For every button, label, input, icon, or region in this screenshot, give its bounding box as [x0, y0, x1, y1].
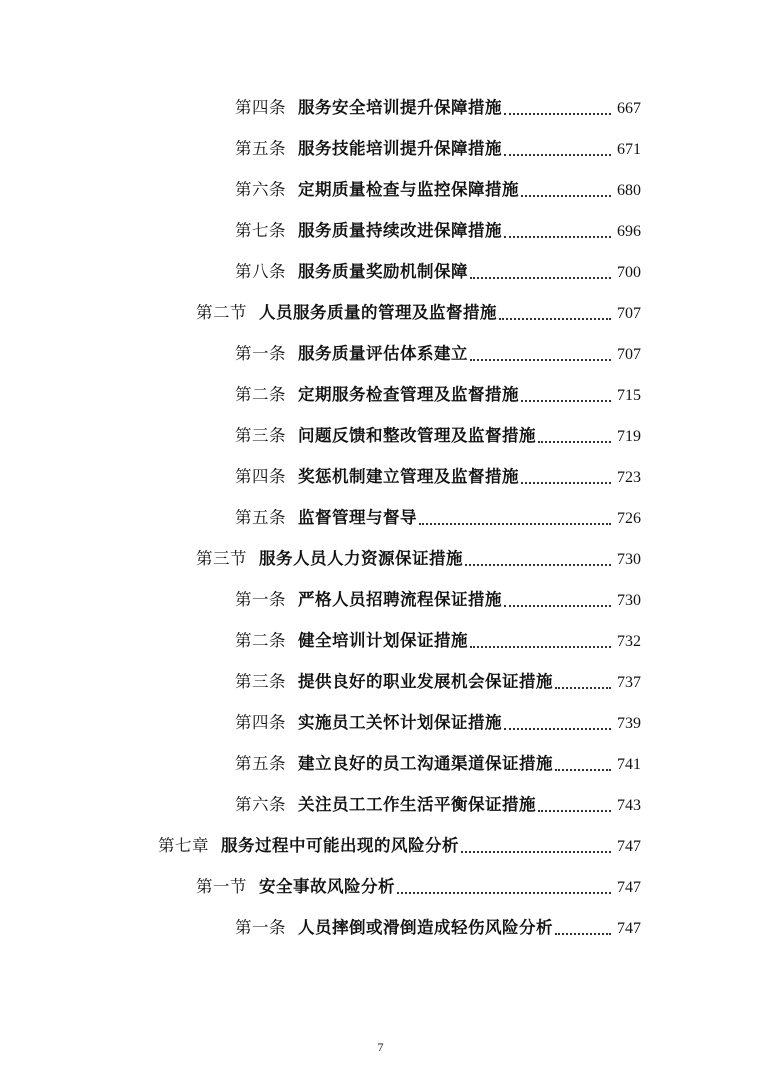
toc-entry-title: 提供良好的职业发展机会保证措施 — [298, 672, 553, 692]
toc-entry-label: 第五条 — [235, 754, 286, 774]
toc-entry[interactable] — [0, 867, 761, 908]
toc-entry-page: 739 — [617, 714, 641, 732]
toc-entry-label: 第二条 — [235, 385, 286, 405]
toc-entry-page: 737 — [617, 673, 641, 691]
toc-dot-leader — [470, 358, 611, 361]
toc-entry[interactable] — [0, 293, 761, 334]
toc-entry-label: 第六条 — [235, 795, 286, 815]
toc-dot-leader — [504, 153, 611, 156]
toc-entry-label: 第三节 — [196, 549, 247, 569]
toc-entry-title: 奖惩机制建立管理及监督措施 — [298, 467, 519, 487]
toc-entry-page: 747 — [617, 837, 641, 855]
toc-entry-label: 第三条 — [235, 426, 286, 446]
toc-entry[interactable] — [0, 88, 761, 129]
toc-entry-label: 第三条 — [235, 672, 286, 692]
toc-dot-leader — [499, 317, 611, 320]
toc-entry-page: 707 — [617, 304, 641, 322]
toc-entry-page: 730 — [617, 591, 641, 609]
toc-entry-page: 741 — [617, 755, 641, 773]
toc-entry-label: 第四条 — [235, 713, 286, 733]
toc-entry[interactable] — [0, 703, 761, 744]
toc-entry-page: 747 — [617, 878, 641, 896]
toc-entry[interactable] — [0, 826, 761, 867]
toc-entry-page: 719 — [617, 427, 641, 445]
toc-entry-title: 监督管理与督导 — [298, 508, 417, 528]
toc-dot-leader — [555, 768, 611, 771]
toc-entry-page: 696 — [617, 222, 641, 240]
toc-entry-page: 707 — [617, 345, 641, 363]
page-number: 7 — [377, 1040, 384, 1054]
toc-dot-leader — [419, 522, 611, 525]
toc-entry-title: 实施员工关怀计划保证措施 — [298, 713, 502, 733]
toc-entry[interactable] — [0, 211, 761, 252]
toc-entry-label: 第一节 — [196, 877, 247, 897]
toc-entry[interactable] — [0, 375, 761, 416]
toc-entry-title: 人员摔倒或滑倒造成轻伤风险分析 — [298, 918, 553, 938]
toc-dot-leader — [521, 481, 611, 484]
toc-entry-page: 743 — [617, 796, 641, 814]
toc-entry-page: 732 — [617, 632, 641, 650]
toc-entry[interactable] — [0, 416, 761, 457]
toc-dot-leader — [397, 891, 611, 894]
toc-entry-title: 人员服务质量的管理及监督措施 — [259, 303, 497, 323]
toc-entry[interactable] — [0, 662, 761, 703]
toc-entry-title: 服务过程中可能出现的风险分析 — [221, 836, 459, 856]
toc-dot-leader — [555, 686, 611, 689]
toc-dot-leader — [504, 604, 611, 607]
toc-entry-page: 723 — [617, 468, 641, 486]
toc-entry-title: 问题反馈和整改管理及监督措施 — [298, 426, 536, 446]
toc-entry-title: 服务质量奖励机制保障 — [298, 262, 468, 282]
toc-dot-leader — [470, 276, 611, 279]
toc-entry-label: 第一条 — [235, 918, 286, 938]
toc-entry-label: 第二节 — [196, 303, 247, 323]
toc-entry[interactable] — [0, 785, 761, 826]
toc-dot-leader — [538, 809, 611, 812]
toc-entry-page: 680 — [617, 181, 641, 199]
toc-entry-title: 定期质量检查与监控保障措施 — [298, 180, 519, 200]
toc-entry-title: 建立良好的员工沟通渠道保证措施 — [298, 754, 553, 774]
toc-entry[interactable] — [0, 252, 761, 293]
toc-dot-leader — [521, 399, 611, 402]
toc-dot-leader — [504, 235, 611, 238]
toc-entry[interactable] — [0, 334, 761, 375]
toc-entry[interactable] — [0, 580, 761, 621]
toc-entry-label: 第五条 — [235, 508, 286, 528]
toc-dot-leader — [470, 645, 611, 648]
toc-entry[interactable] — [0, 457, 761, 498]
toc-entry-title: 定期服务检查管理及监督措施 — [298, 385, 519, 405]
toc-entry-page: 730 — [617, 550, 641, 568]
toc-dot-leader — [538, 440, 611, 443]
toc-entry-label: 第四条 — [235, 467, 286, 487]
toc-dot-leader — [555, 932, 611, 935]
toc-entry-page: 715 — [617, 386, 641, 404]
table-of-contents — [0, 88, 761, 949]
toc-entry-label: 第二条 — [235, 631, 286, 651]
toc-dot-leader — [461, 850, 611, 853]
toc-entry-title: 服务质量持续改进保障措施 — [298, 221, 502, 241]
toc-entry-label: 第七章 — [158, 836, 209, 856]
toc-entry[interactable] — [0, 621, 761, 662]
toc-entry[interactable] — [0, 129, 761, 170]
toc-dot-leader — [521, 194, 611, 197]
toc-entry-page: 667 — [617, 99, 641, 117]
toc-entry-label: 第六条 — [235, 180, 286, 200]
toc-entry-title: 安全事故风险分析 — [259, 877, 395, 897]
toc-entry-title: 关注员工工作生活平衡保证措施 — [298, 795, 536, 815]
toc-entry-page: 747 — [617, 919, 641, 937]
toc-entry-title: 服务技能培训提升保障措施 — [298, 139, 502, 159]
toc-entry-label: 第八条 — [235, 262, 286, 282]
toc-entry[interactable] — [0, 744, 761, 785]
toc-entry-page: 671 — [617, 140, 641, 158]
toc-entry-label: 第五条 — [235, 139, 286, 159]
toc-dot-leader — [465, 563, 611, 566]
toc-entry-label: 第四条 — [235, 98, 286, 118]
toc-dot-leader — [504, 112, 611, 115]
toc-entry-title: 服务安全培训提升保障措施 — [298, 98, 502, 118]
toc-entry[interactable] — [0, 539, 761, 580]
toc-entry-label: 第七条 — [235, 221, 286, 241]
toc-entry-page: 726 — [617, 509, 641, 527]
toc-entry-title: 健全培训计划保证措施 — [298, 631, 468, 651]
toc-dot-leader — [504, 727, 611, 730]
toc-entry-title: 服务质量评估体系建立 — [298, 344, 468, 364]
toc-entry-page: 700 — [617, 263, 641, 281]
toc-entry-label: 第一条 — [235, 590, 286, 610]
toc-entry[interactable] — [0, 170, 761, 211]
toc-entry-title: 严格人员招聘流程保证措施 — [298, 590, 502, 610]
toc-entry[interactable] — [0, 498, 761, 539]
toc-entry-title: 服务人员人力资源保证措施 — [259, 549, 463, 569]
toc-entry[interactable] — [0, 908, 761, 949]
toc-entry-label: 第一条 — [235, 344, 286, 364]
